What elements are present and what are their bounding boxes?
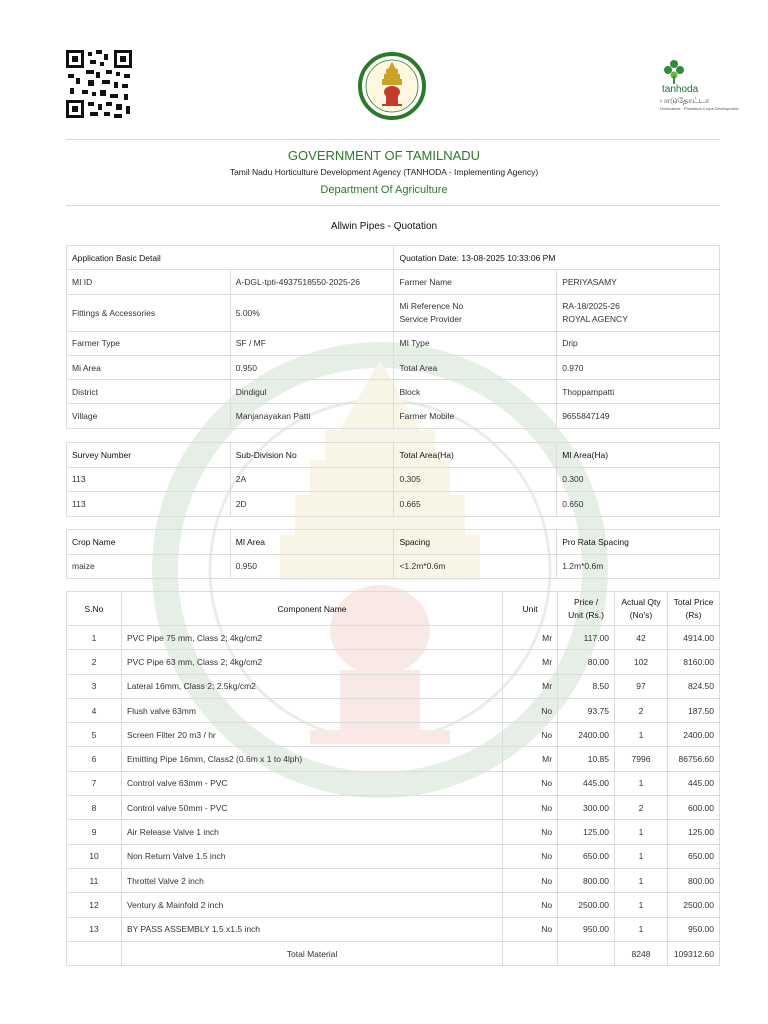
survey-table bbox=[66, 442, 720, 517]
actual-qty: 1 bbox=[615, 820, 668, 844]
table-row bbox=[67, 355, 720, 379]
tanhoda-tamil-name: பாடுதோட்டா bbox=[660, 96, 710, 105]
basic-detail-table bbox=[66, 245, 720, 429]
service-provider-value: ROYAL AGENCY bbox=[562, 313, 628, 324]
component-name: PVC Pipe 63 mm, Class 2; 4kg/cm2 bbox=[121, 650, 502, 674]
header-line: Total Price bbox=[673, 596, 714, 607]
field-label: Mi Reference No bbox=[399, 300, 464, 311]
column-header: Crop Name bbox=[67, 530, 231, 555]
row-total-price: 950.00 bbox=[667, 917, 719, 941]
field-label: Fittings & Accessories bbox=[67, 294, 231, 331]
actual-qty: 102 bbox=[615, 650, 668, 674]
table-row bbox=[67, 917, 720, 941]
quotation-title: Allwin Pipes - Quotation bbox=[330, 221, 438, 232]
header-line: Unit (Rs.) bbox=[568, 609, 604, 620]
component-unit: No bbox=[503, 796, 558, 820]
unit-price: 2400.00 bbox=[558, 723, 615, 747]
component-name: Control valve 50mm - PVC bbox=[121, 796, 502, 820]
survey-total-area: 0.305 bbox=[394, 467, 557, 492]
empty-cell bbox=[558, 941, 615, 965]
basic-detail-heading: Application Basic Detail bbox=[67, 246, 394, 270]
row-sno: 11 bbox=[67, 868, 122, 892]
component-name: Throttel Valve 2 inch bbox=[121, 868, 502, 892]
component-name: PVC Pipe 75 mm, Class 2; 4kg/cm2 bbox=[121, 626, 502, 650]
tanhoda-tagline: Horticulture · Plantation Crops Development bbox=[660, 106, 739, 111]
actual-qty: 42 bbox=[615, 626, 668, 650]
field-label: MI Type bbox=[394, 331, 557, 355]
table-row bbox=[67, 270, 720, 294]
table-row bbox=[67, 331, 720, 355]
row-total-price: 2500.00 bbox=[667, 893, 719, 917]
row-total-price: 445.00 bbox=[667, 771, 719, 795]
survey-number: 113 bbox=[67, 467, 231, 492]
actual-qty: 1 bbox=[615, 893, 668, 917]
actual-qty: 7996 bbox=[615, 747, 668, 771]
unit-price: 93.75 bbox=[558, 698, 615, 722]
component-unit: Mr bbox=[503, 650, 558, 674]
header-line: Price / bbox=[573, 596, 599, 607]
component-unit: No bbox=[503, 893, 558, 917]
actual-qty: 1 bbox=[615, 844, 668, 868]
actual-qty: 1 bbox=[615, 917, 668, 941]
row-sno: 2 bbox=[67, 650, 122, 674]
row-total-price: 187.50 bbox=[667, 698, 719, 722]
crop-pro-rata-spacing: 1.2m*0.6m bbox=[557, 554, 720, 579]
field-label: Farmer Type bbox=[67, 331, 231, 355]
row-sno: 8 bbox=[67, 796, 122, 820]
district-value: Dindigul bbox=[230, 380, 394, 404]
crop-spacing: <1.2m*0.6m bbox=[394, 554, 557, 579]
field-label: Block bbox=[394, 380, 557, 404]
row-sno: 10 bbox=[67, 844, 122, 868]
component-name: Flush valve 63mm bbox=[121, 698, 502, 722]
column-header: Survey Number bbox=[67, 443, 231, 468]
component-unit: Mr bbox=[503, 626, 558, 650]
table-row bbox=[67, 380, 720, 404]
field-label: Farmer Name bbox=[394, 270, 557, 294]
header-line: (Rs) bbox=[685, 609, 702, 620]
column-header-unit: Unit bbox=[503, 592, 558, 626]
actual-qty: 1 bbox=[615, 868, 668, 892]
row-sno: 12 bbox=[67, 893, 122, 917]
unit-price: 80.00 bbox=[558, 650, 615, 674]
component-name: Ventury & Mainfold 2 inch bbox=[121, 893, 502, 917]
row-total-price: 824.50 bbox=[667, 674, 719, 698]
field-label-pair bbox=[394, 294, 557, 331]
row-total-price: 125.00 bbox=[667, 820, 719, 844]
table-header-row bbox=[67, 530, 720, 555]
total-qty: 8248 bbox=[615, 941, 668, 965]
table-row bbox=[67, 294, 720, 331]
column-header-name: Component Name bbox=[121, 592, 502, 626]
total-label: Total Material bbox=[121, 941, 502, 965]
table-row bbox=[67, 492, 720, 517]
total-row bbox=[67, 941, 720, 965]
column-header-qty bbox=[615, 592, 668, 626]
government-title: GOVERNMENT OF TAMILNADU bbox=[287, 148, 481, 163]
field-value-pair bbox=[557, 294, 720, 331]
actual-qty: 97 bbox=[615, 674, 668, 698]
column-header-sno: S.No bbox=[67, 592, 122, 626]
row-total-price: 800.00 bbox=[667, 868, 719, 892]
mi-type-value: Drip bbox=[557, 331, 720, 355]
component-unit: Mr bbox=[503, 747, 558, 771]
table-row bbox=[67, 868, 720, 892]
component-unit: No bbox=[503, 820, 558, 844]
component-unit: No bbox=[503, 723, 558, 747]
component-unit: Mr bbox=[503, 674, 558, 698]
field-label: District bbox=[67, 380, 231, 404]
qr-code-icon bbox=[66, 50, 132, 118]
field-label: MI ID bbox=[67, 270, 231, 294]
fittings-value: 5.00% bbox=[230, 294, 394, 331]
component-unit: No bbox=[503, 844, 558, 868]
field-label: Total Area bbox=[394, 355, 557, 379]
row-sno: 9 bbox=[67, 820, 122, 844]
farmer-name-value: PERIYASAMY bbox=[557, 270, 720, 294]
components-table bbox=[66, 591, 720, 966]
component-name: Non Return Valve 1.5 inch bbox=[121, 844, 502, 868]
components-body bbox=[67, 626, 720, 942]
table-row bbox=[67, 246, 720, 270]
row-total-price: 2400.00 bbox=[667, 723, 719, 747]
farmer-mobile-value: 9655847149 bbox=[557, 404, 720, 428]
header-line: (No's) bbox=[629, 609, 653, 620]
actual-qty: 2 bbox=[615, 698, 668, 722]
sub-division: 2D bbox=[230, 492, 394, 517]
table-header-row bbox=[67, 443, 720, 468]
row-sno: 3 bbox=[67, 674, 122, 698]
unit-price: 300.00 bbox=[558, 796, 615, 820]
survey-mi-area: 0.300 bbox=[557, 467, 720, 492]
component-name: Screen Filter 20 m3 / hr bbox=[121, 723, 502, 747]
unit-price: 800.00 bbox=[558, 868, 615, 892]
agency-subtitle: Tamil Nadu Horticulture Development Agency (TANHODA - Implementing Agency) bbox=[229, 167, 539, 177]
row-sno: 13 bbox=[67, 917, 122, 941]
table-row bbox=[67, 626, 720, 650]
row-total-price: 650.00 bbox=[667, 844, 719, 868]
component-name: Lateral 16mm, Class 2; 2.5kg/cm2 bbox=[121, 674, 502, 698]
row-total-price: 8160.00 bbox=[667, 650, 719, 674]
component-unit: No bbox=[503, 698, 558, 722]
crop-mi-area: 0.950 bbox=[230, 554, 394, 579]
component-unit: No bbox=[503, 868, 558, 892]
actual-qty: 1 bbox=[615, 771, 668, 795]
tn-emblem-logo bbox=[358, 50, 426, 122]
header-line: Actual Qty bbox=[621, 596, 661, 607]
survey-mi-area: 0.650 bbox=[557, 492, 720, 517]
unit-price: 117.00 bbox=[558, 626, 615, 650]
table-row bbox=[67, 796, 720, 820]
column-header: MI Area(Ha) bbox=[557, 443, 720, 468]
farmer-type-value: SF / MF bbox=[230, 331, 394, 355]
table-row bbox=[67, 650, 720, 674]
component-name: Emitting Pipe 16mm, Class2 (0.6m x 1 to 4lph) bbox=[121, 747, 502, 771]
block-value: Thoppampatti bbox=[557, 380, 720, 404]
column-header: Pro Rata Spacing bbox=[557, 530, 720, 555]
divider bbox=[66, 205, 720, 206]
department-title: Department Of Agriculture bbox=[320, 184, 448, 196]
row-sno: 5 bbox=[67, 723, 122, 747]
actual-qty: 2 bbox=[615, 796, 668, 820]
crop-table bbox=[66, 529, 720, 579]
table-row bbox=[67, 844, 720, 868]
column-header-total bbox=[667, 592, 719, 626]
row-total-price: 86756.60 bbox=[667, 747, 719, 771]
row-sno: 4 bbox=[67, 698, 122, 722]
column-header: Spacing bbox=[394, 530, 557, 555]
village-value: Manjanayakan Patti bbox=[230, 404, 394, 428]
total-price: 109312.60 bbox=[667, 941, 719, 965]
empty-cell bbox=[67, 941, 122, 965]
row-sno: 1 bbox=[67, 626, 122, 650]
table-row bbox=[67, 747, 720, 771]
survey-number: 113 bbox=[67, 492, 231, 517]
table-row bbox=[67, 771, 720, 795]
table-row bbox=[67, 698, 720, 722]
table-row bbox=[67, 893, 720, 917]
row-total-price: 600.00 bbox=[667, 796, 719, 820]
unit-price: 125.00 bbox=[558, 820, 615, 844]
actual-qty: 1 bbox=[615, 723, 668, 747]
crop-name: maize bbox=[67, 554, 231, 579]
row-sno: 7 bbox=[67, 771, 122, 795]
table-header-row bbox=[67, 592, 720, 626]
survey-total-area: 0.665 bbox=[394, 492, 557, 517]
table-row bbox=[67, 404, 720, 428]
table-row bbox=[67, 554, 720, 579]
quotation-date: Quotation Date: 13-08-2025 10:33:06 PM bbox=[394, 246, 720, 270]
column-header: MI Area bbox=[230, 530, 394, 555]
divider bbox=[66, 139, 720, 140]
row-total-price: 4914.00 bbox=[667, 626, 719, 650]
tanhoda-name: tanhoda bbox=[662, 84, 699, 95]
empty-cell bbox=[503, 941, 558, 965]
component-name: Air Release Valve 1 inch bbox=[121, 820, 502, 844]
field-label: Village bbox=[67, 404, 231, 428]
column-header: Sub-Division No bbox=[230, 443, 394, 468]
component-name: Control valve 63mm - PVC bbox=[121, 771, 502, 795]
mi-id-value: A-DGL-tpti-4937518550-2025-26 bbox=[230, 270, 394, 294]
total-area-value: 0.970 bbox=[557, 355, 720, 379]
mi-ref-value: RA-18/2025-26 bbox=[562, 300, 620, 311]
table-row bbox=[67, 820, 720, 844]
unit-price: 10.85 bbox=[558, 747, 615, 771]
component-unit: No bbox=[503, 771, 558, 795]
column-header: Total Area(Ha) bbox=[394, 443, 557, 468]
sub-division: 2A bbox=[230, 467, 394, 492]
component-unit: No bbox=[503, 917, 558, 941]
table-row bbox=[67, 674, 720, 698]
component-name: BY PASS ASSEMBLY 1.5 x1.5 inch bbox=[121, 917, 502, 941]
field-label: Mi Area bbox=[67, 355, 231, 379]
row-sno: 6 bbox=[67, 747, 122, 771]
mi-area-value: 0.950 bbox=[230, 355, 394, 379]
field-label: Farmer Mobile bbox=[394, 404, 557, 428]
table-row bbox=[67, 467, 720, 492]
unit-price: 650.00 bbox=[558, 844, 615, 868]
unit-price: 8.50 bbox=[558, 674, 615, 698]
field-label: Service Provider bbox=[399, 313, 462, 324]
unit-price: 2500.00 bbox=[558, 893, 615, 917]
unit-price: 950.00 bbox=[558, 917, 615, 941]
unit-price: 445.00 bbox=[558, 771, 615, 795]
table-row bbox=[67, 723, 720, 747]
column-header-price bbox=[558, 592, 615, 626]
